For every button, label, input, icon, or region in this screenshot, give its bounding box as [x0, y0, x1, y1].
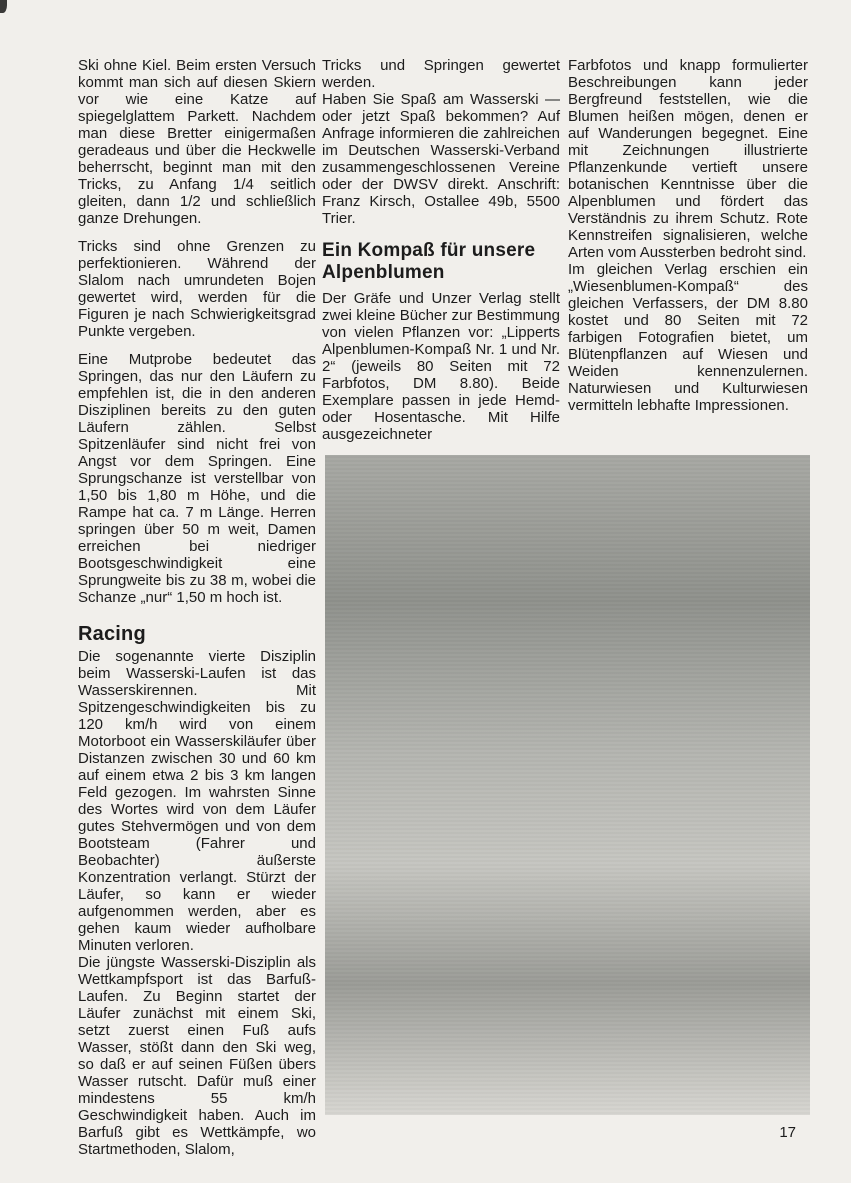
- text-column-left: [78, 57, 316, 1158]
- photograph-placeholder: [325, 455, 810, 1115]
- paragraph: Der Gräfe und Unzer Verlag stellt zwei kleine Bücher zur Bestimmung von vielen Pflanzen vor: „Lipperts Alpenblumen-Kompaß Nr. 1 und Nr. 2“ (jeweils 80 Seiten mit 72 Farbfotos, DM 8.80). Beide Exemplare passen in jede Hemd- oder Hosentasche. Mit Hilfe ausgezeichneter: [322, 290, 560, 443]
- paragraph: Die sogenannte vierte Disziplin beim Wasserski-Laufen ist das Wasserskirennen. Mit Spitzengeschwindigkeiten bis zu 120 km/h wird von einem Motorboot ein Wasserskiläufer über Distanzen zwischen 30 und 60 km auf einem etwa 2 bis 3 km langen Feld gezogen. Im wahrsten Sinne des Wortes wird von dem Läufer gutes Stehvermögen und von dem Bootsteam (Fahrer und Beobachter) äußerste Konzentration verlangt. Stürzt der Läufer, so kann er wieder aufgenommen werden, aber es gehen kaum wieder aufholbare Minuten verloren.: [78, 648, 316, 954]
- paragraph: Eine Mutprobe bedeutet das Springen, das nur den Läufern zu empfehlen ist, die in den anderen Disziplinen bereits zu den guten Läufern zählen. Selbst Spitzenläufer sind nicht frei von Angst vor dem Springen. Eine Sprungschanze ist verstellbar von 1,50 bis 1,80 m Höhe, und die Rampe hat ca. 7 m Länge. Herren springen über 50 m weit, Damen erreichen bei niedriger Bootsgeschwindigkeit eine Sprungweite bis zu 38 m, wobei die Schanze „nur“ 1,50 m hoch ist.: [78, 351, 316, 606]
- paragraph: Tricks und Springen gewertet werden.: [322, 57, 560, 91]
- scan-artifact: [0, 0, 7, 13]
- paragraph: Haben Sie Spaß am Wasserski — oder jetzt Spaß bekommen? Auf Anfrage informieren die zahlreichen im Deutschen Wasserski-Verband zusammengeschlossenen Vereine oder der DWSV direkt. Anschrift: Franz Kirsch, Ostallee 49b, 5500 Trier.: [322, 91, 560, 227]
- racing-heading: Racing: [78, 623, 146, 645]
- paragraph: Tricks sind ohne Grenzen zu perfektionieren. Während der Slalom nach umrundeten Bojen gewertet wird, werden für die Figuren je nach Schwierigkeitsgrad Punkte vergeben.: [78, 238, 316, 340]
- paragraph: Farbfotos und knapp formulierter Beschreibungen kann jeder Bergfreund feststellen, wie die Blumen heißen mögen, denen er auf Wanderungen begegnet. Eine mit Zeichnungen illustrierte Pflanzenkunde vertieft unsere botanischen Kenntnisse über die Alpenblumen und fördert das Verständnis zu ihrem Schutz. Rote Kennstreifen signalisieren, welche Arten vom Aussterben bedroht sind.: [568, 57, 808, 261]
- text-column-middle: [322, 57, 560, 443]
- page-number: 17: [779, 1124, 796, 1141]
- paragraph: Die jüngste Wasserski-Disziplin als Wettkampfsport ist das Barfuß-Laufen. Zu Beginn startet der Läufer zunächst mit einem Ski, setzt zuerst einen Fuß aufs Wasser, stößt dann den Ski weg, so daß er auf seinen Füßen übers Wasser rutscht. Dafür muß einer mindestens 55 km/h Geschwindigkeit haben. Auch im Barfuß gibt es Wettkämpfe, wo Startmethoden, Slalom,: [78, 954, 316, 1158]
- paragraph: Im gleichen Verlag erschien ein „Wiesenblumen-Kompaß“ des gleichen Verfassers, der DM 8.80 kostet und 80 Seiten mit 72 farbigen Fotografien bietet, um Blütenpflanzen auf Wiesen und Weiden kennenzulernen. Naturwiesen und Kulturwiesen vermitteln lebhafte Impressionen.: [568, 261, 808, 414]
- alpenblumen-heading: Ein Kompaß für unsere Alpenblumen: [322, 240, 536, 283]
- text-column-right: [568, 57, 808, 414]
- paragraph: Ski ohne Kiel. Beim ersten Versuch kommt man sich auf diesen Skiern vor wie eine Katze auf spiegelglattem Parkett. Nachdem man diese Bretter einigermaßen geradeaus und über die Heckwelle beherrscht, beginnt man mit den Tricks, zu Anfang 1/4 seitlich gleiten, dann 1/2 und schließlich ganze Drehungen.: [78, 57, 316, 227]
